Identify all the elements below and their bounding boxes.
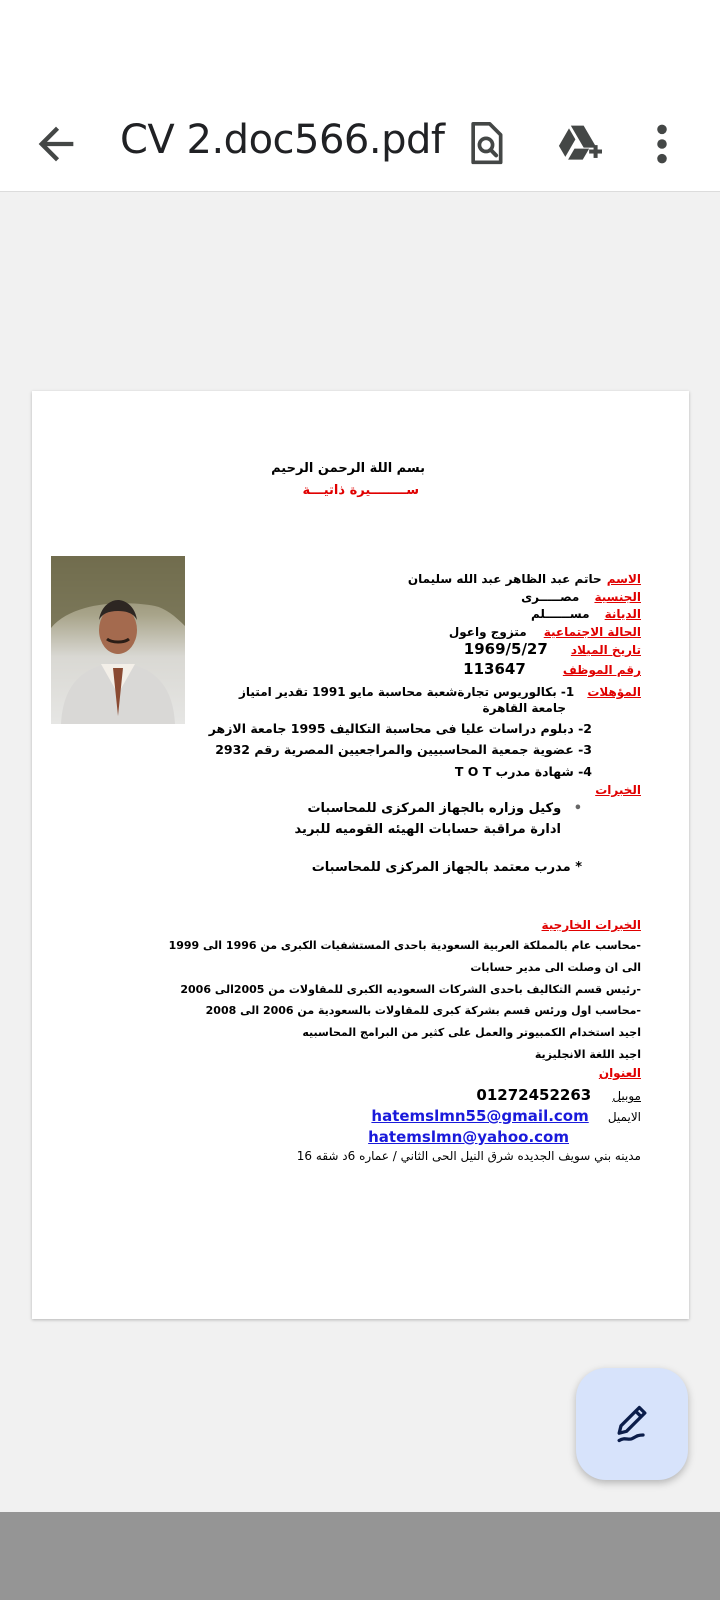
experience-1b: ادارة مراقبة حسابات الهيئه القوميه للبريد xyxy=(294,822,561,837)
experience-label: الخبرات xyxy=(595,783,641,797)
birth-value: 1969/5/27 xyxy=(463,640,548,658)
experience-1-text: وكيل وزاره بالجهاز المركزى للمحاسبات xyxy=(307,801,562,816)
qualification-4: 4- شهادة مدرب T O T xyxy=(454,764,592,779)
profile-photo xyxy=(51,556,185,724)
add-to-drive-icon xyxy=(556,122,604,166)
pdf-page xyxy=(32,391,689,1319)
name-row xyxy=(408,568,641,587)
email-row xyxy=(371,1106,641,1125)
nationality-value: مصـــــرى xyxy=(521,590,580,604)
navigation-bar xyxy=(0,1512,720,1600)
external-experience-label: الخبرات الخارجية xyxy=(541,918,641,932)
more-vert-icon xyxy=(650,122,674,166)
more-options-button[interactable] xyxy=(634,116,690,172)
basmala: بسم اللة الرحمن الرحيم xyxy=(271,461,425,476)
qualification-1: 1- بكالوريوس تجارةشعبة محاسبة مايو 1991 تقدير امتياز xyxy=(238,685,575,699)
address-value: مدينه بني سويف الجديده شرق النيل الحى الثاني / عماره 6د شقه 16 xyxy=(296,1149,641,1163)
top-app-bar xyxy=(0,90,720,192)
religion-label: الديانة xyxy=(604,607,641,621)
external-experience-4: اجيد استخدام الكمبيوتر والعمل على كثير من البرامج المحاسبيه xyxy=(302,1026,641,1039)
marital-value: متزوج واعول xyxy=(448,625,527,639)
file-title: CV 2.doc566.pdf xyxy=(120,117,445,163)
employee-value: 113647 xyxy=(463,660,526,678)
mobile-label: موبيل xyxy=(612,1089,641,1103)
marital-label: الحالة الاجتماعية xyxy=(543,625,641,639)
qualifications-label: المؤهلات xyxy=(587,685,641,699)
marital-row xyxy=(449,621,641,640)
email-link-2[interactable]: hatemslmn@yahoo.com xyxy=(368,1128,569,1146)
find-in-page-icon xyxy=(466,122,506,166)
mobile-row xyxy=(476,1085,641,1104)
name-label: الاسم xyxy=(606,572,641,586)
external-experience-1b: الى ان وصلت الى مدير حسابات xyxy=(470,961,641,974)
cv-heading: ســــــــيرة ذاتيـــة xyxy=(302,483,419,498)
edit-fab[interactable] xyxy=(576,1368,688,1480)
status-bar xyxy=(0,0,720,90)
qualification-1-university: جامعة القاهرة xyxy=(482,701,566,715)
arrow-left-icon xyxy=(30,118,82,170)
external-experience-2: -رئيس قسم التكاليف باحدى الشركات السعوديه الكبرى للمقاولات من 2005الى 2006 xyxy=(180,983,641,996)
add-to-drive-button[interactable] xyxy=(552,116,608,172)
address-label: العنوان xyxy=(598,1066,641,1080)
email-label: الايميل xyxy=(607,1110,641,1124)
edit-pen-icon xyxy=(610,1402,654,1446)
mobile-value: 01272452263 xyxy=(476,1086,592,1104)
birth-row xyxy=(464,639,641,658)
experience-2: * مدرب معتمد بالجهاز المركزى للمحاسبات xyxy=(311,860,582,875)
external-experience-5: اجيد اللغة الانجليزية xyxy=(534,1048,641,1061)
birth-label: تاريخ الميلاد xyxy=(570,643,641,657)
religion-value: مســــــلم xyxy=(530,607,590,621)
religion-row xyxy=(531,603,641,622)
qualifications-row xyxy=(239,681,641,700)
external-experience-1: -محاسب عام بالمملكة العربية السعودية باحدى المستشفيات الكبرى من 1996 الى 1999 xyxy=(168,939,641,952)
back-button[interactable] xyxy=(30,118,82,170)
employee-row xyxy=(463,659,641,678)
external-experience-3: -محاسب اول ورئس قسم بشركة كبرى للمقاولات بالسعودية من 2006 الى 2008 xyxy=(205,1004,641,1017)
nationality-label: الجنسية xyxy=(594,590,641,604)
find-in-page-button[interactable] xyxy=(458,116,514,172)
qualification-2: 2- دبلوم دراسات عليا فى محاسبة التكاليف 1995 جامعة الازهر xyxy=(208,721,592,736)
experience-1: • وكيل وزاره بالجهاز المركزى للمحاسبات xyxy=(307,801,582,816)
qualification-3: 3- عضوية جمعية المحاسبيين والمراجعيين المصرية رقم 2932 xyxy=(215,742,592,757)
employee-label: رقم الموظف xyxy=(562,663,641,677)
name-value: حاتم عبد الظاهر عبد الله سليمان xyxy=(407,572,602,586)
email-link-1[interactable]: hatemslmn55@gmail.com xyxy=(371,1107,589,1125)
